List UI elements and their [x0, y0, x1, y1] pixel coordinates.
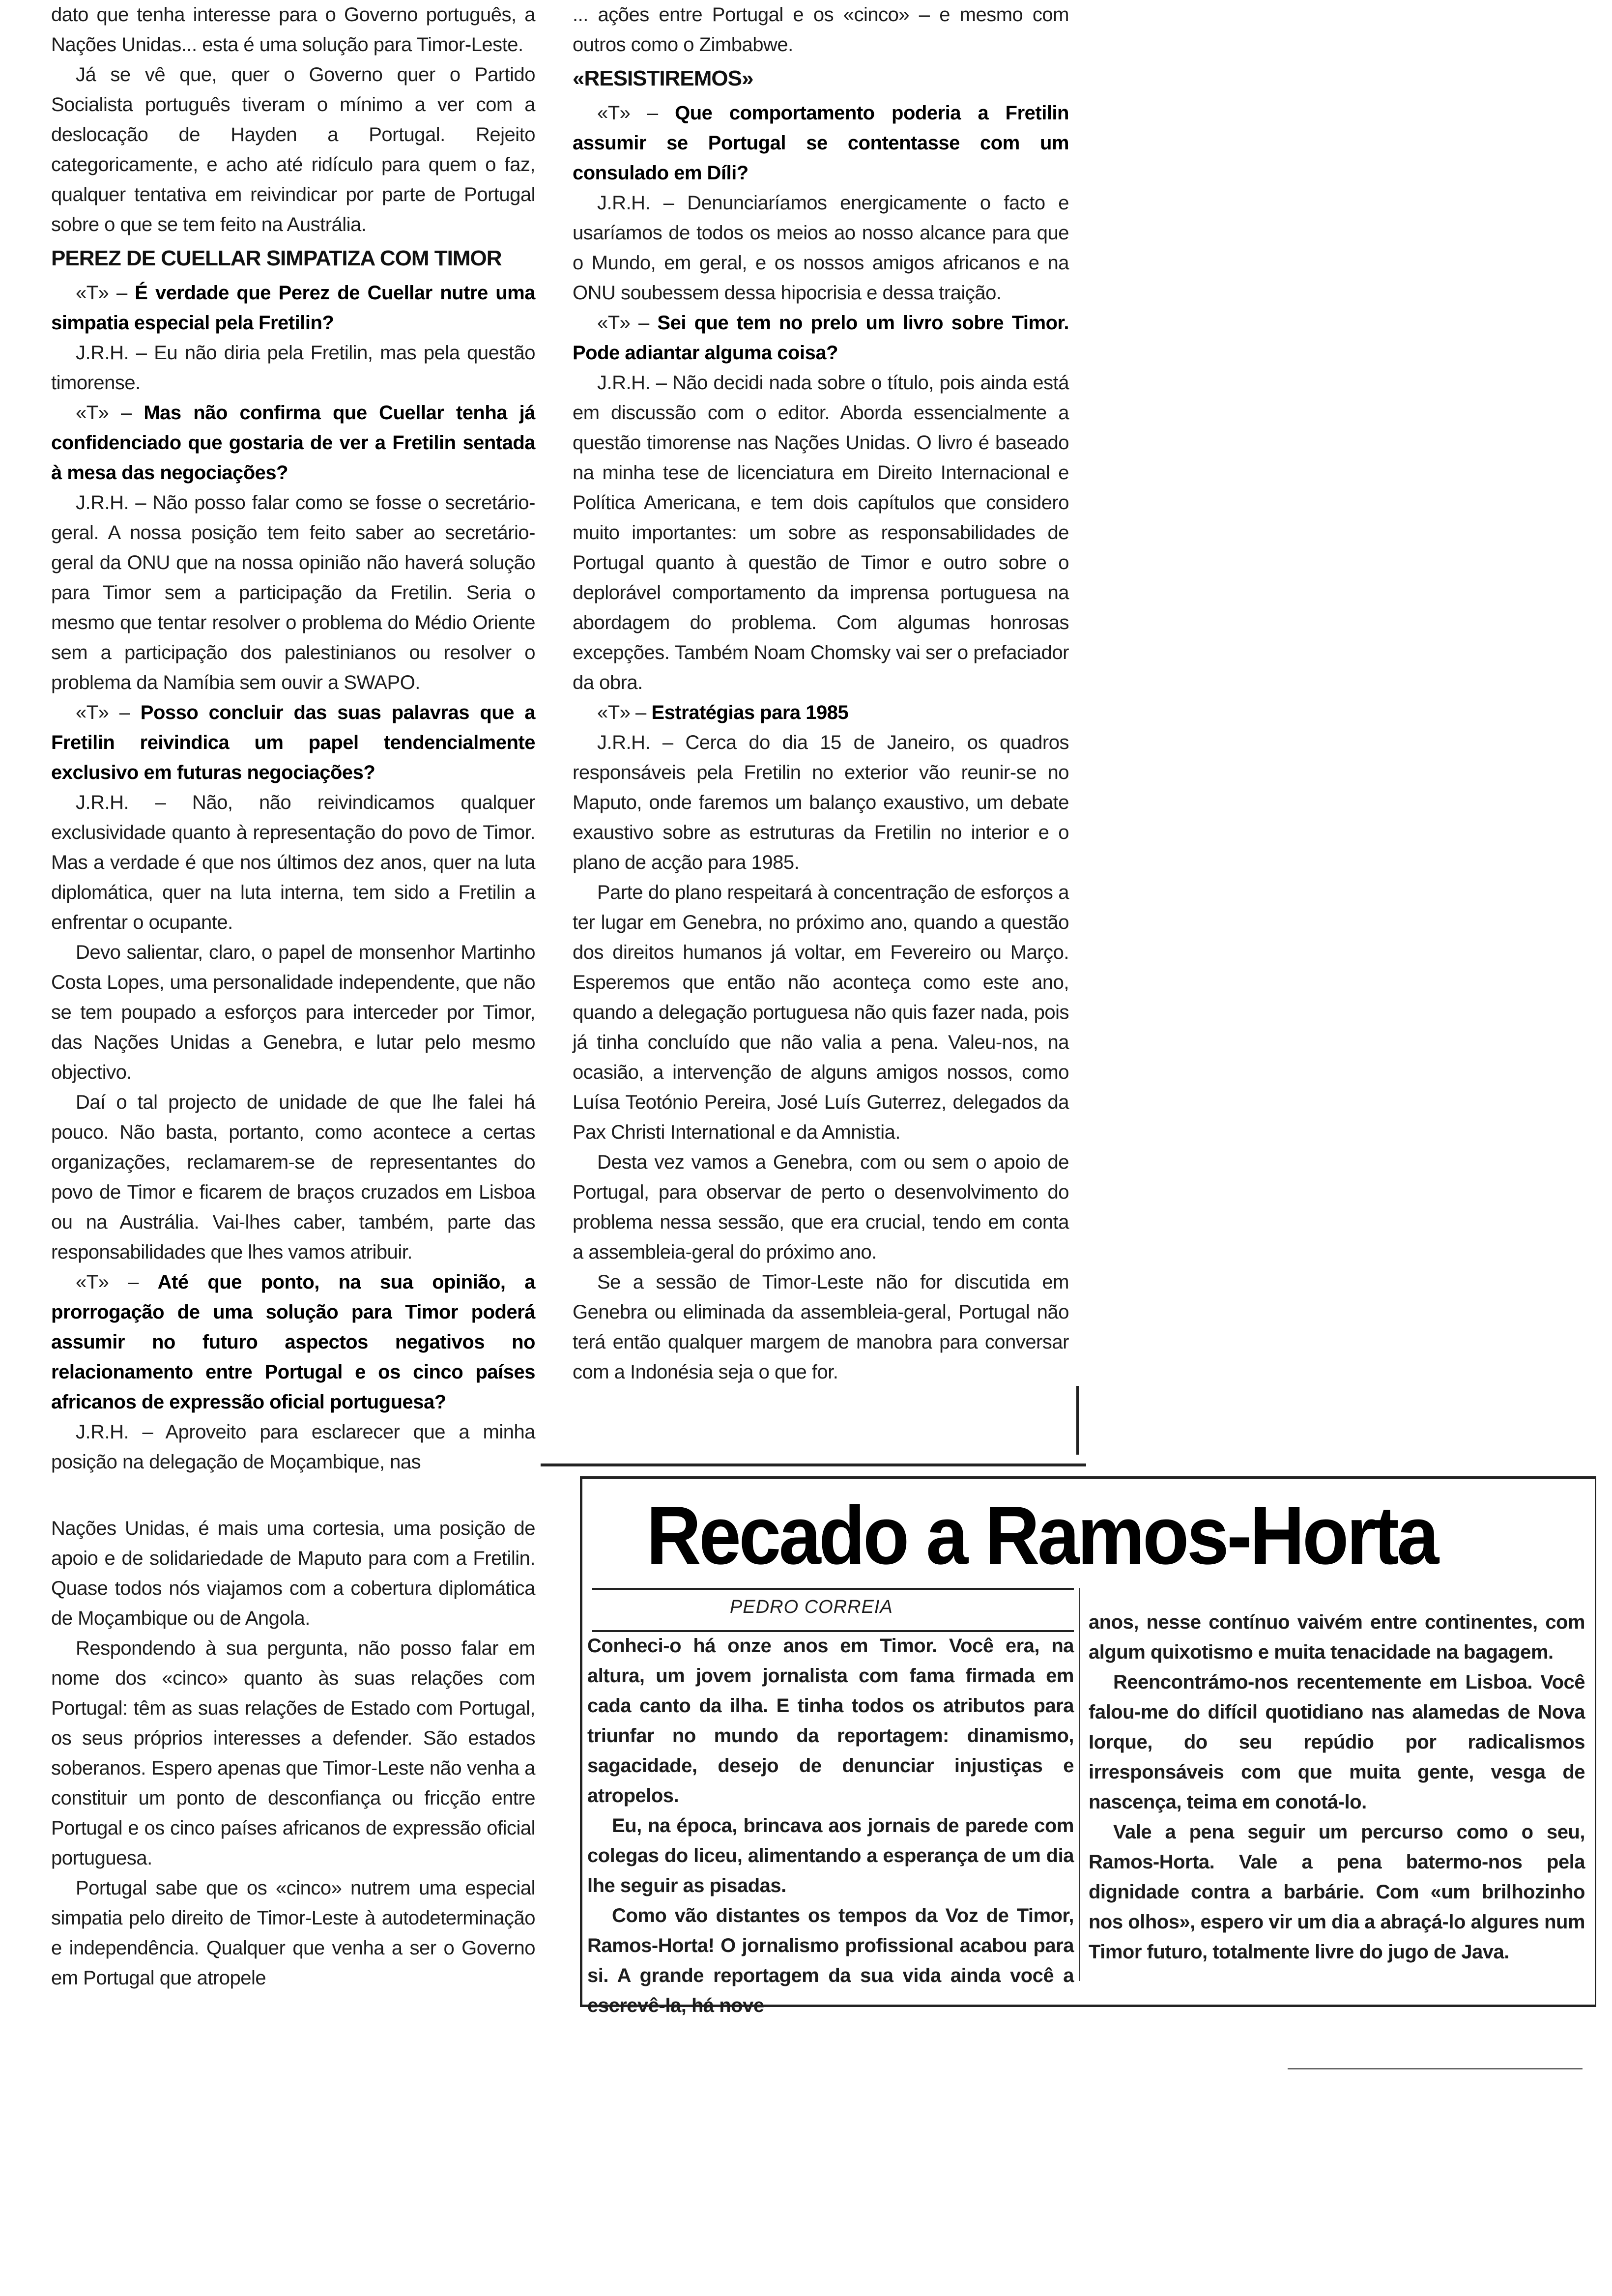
question-text: Estratégias para 1985	[651, 702, 849, 723]
paragraph: J.R.H. – Não decidi nada sobre o título, pois ainda está em discussão com o editor. Aborda essencialmente a questão timorense nas Nações Unidas. O livro é baseado na minha tese de licenciatura em Direito Internacional e Política Americana, e tem dois capítulos que considero muito importantes: um sobre as responsabilidades de Portugal quanto à questão de Timor e outro sobre o deplorável comportamento da imprensa portuguesa na abordagem do problema. Com algumas honrosas excepções. Também Noam Chomsky vai ser o prefaciador da obra.	[573, 372, 1069, 693]
paragraph: Devo salientar, claro, o papel de monsenhor Martinho Costa Lopes, uma personalidade independente, que não se tem poupado a esforços para interceder por Timor, das Nações Unidas a Genebra, e lutar pelo mesmo objectivo.	[51, 942, 535, 1083]
paragraph: Nações Unidas, é mais uma cortesia, uma posição de apoio e de solidariedade de Maputo para com a Fretilin. Quase todos nós viajamos com a cobertura diplomática de Moçambique ou de Angola.	[51, 1518, 535, 1629]
paragraph: J.R.H. – Não posso falar como se fosse o secretário-geral. A nossa posição tem feito saber ao secretário-geral da ONU que na nossa opinião não haverá solução para Timor sem a participação da Fretilin. Seria o mesmo que tentar resolver o problema do Médio Oriente sem a participação dos palestinianos ou resolver o problema da Namíbia sem ouvir a SWAPO.	[51, 492, 535, 693]
paragraph: Daí o tal projecto de unidade de que lhe falei há pouco. Não basta, portanto, como acontece a certas organizações, reclamarem-se de representantes do povo de Timor e ficarem de braços cruzados em Lisboa ou na Austrália. Vai-lhes caber, também, parte das responsabilidades que lhes vamos atribuir.	[51, 1091, 535, 1263]
interview-column-middle	[573, 0, 1069, 1387]
column-side-rule	[1076, 1386, 1079, 1455]
paragraph: Como vão distantes os tempos da Voz de Timor, Ramos-Horta! O jornalismo profissional acabou para si. A grande reportagem da sua vida ainda você a escrevê-la, há nove	[587, 1905, 1074, 2016]
byline-row	[592, 1588, 1074, 1632]
paragraph: Conheci-o há onze anos em Timor. Você era, na altura, um jovem jornalista com fama firmada em cada canto da ilha. E tinha todos os atributos para triunfar no mundo da reportagem: dinamismo, sagacidade, desejo de denunciar injustiças e atropelos.	[587, 1635, 1074, 1807]
paragraph: J.R.H. – Aproveito para esclarecer que a minha posição na delegação de Moçambique, nas	[51, 1421, 535, 1473]
question-text: Que comportamento poderia a Fretilin assumir se Portugal se contentasse com um consulado em Díli?	[573, 102, 1069, 184]
interview-question	[573, 308, 1069, 368]
paragraph: J.R.H. – Eu não diria pela Fretilin, mas pela questão timorense.	[51, 342, 535, 394]
paragraph: Vale a pena seguir um percurso como o seu, Ramos-Horta. Vale a pena batermo-nos pela dignidade contra a barbárie. Com «um brilhozinho nos olhos», espero vir um dia a abraçá-lo algures num Timor futuro, totalmente livre do jugo de Java.	[1089, 1821, 1585, 1963]
section-heading: «RESISTIREMOS»	[573, 66, 753, 90]
paragraph: J.R.H. – Cerca do dia 15 de Janeiro, os quadros responsáveis pela Fretilin no exterior vão reunir-se no Maputo, onde faremos um balanço exaustivo, um debate exaustivo sobre as estruturas da Fretilin no interior e o plano de acção para 1985.	[573, 732, 1069, 873]
question-lead: «T» –	[597, 312, 658, 334]
paragraph: Respondendo à sua pergunta, não posso falar em nome dos «cinco» quanto às suas relações com Portugal: têm as suas relações de Estado com Portugal, os seus próprios interesses a defender. São estados soberanos. Espero apenas que Timor-Leste não venha a constituir um ponto de desconfiança ou fricção entre Portugal e os cinco países africanos de expressão oficial portuguesa.	[51, 1637, 535, 1869]
question-lead: «T» –	[76, 282, 135, 304]
question-text: Mas não confirma que Cuellar tenha já confidenciado que gostaria de ver a Fretilin sentada à mesa das negociações?	[51, 402, 535, 484]
paragraph: Eu, na época, brincava aos jornais de parede com colegas do liceu, alimentando a esperança de um dia lhe seguir as pisadas.	[587, 1815, 1074, 1896]
paragraph: ... ações entre Portugal e os «cinco» – e mesmo com outros como o Zimbabwe.	[573, 4, 1069, 56]
question-lead: «T» –	[597, 102, 675, 124]
interview-question	[51, 698, 535, 788]
boxed-article-title: Recado a Ramos-Horta	[646, 1489, 1437, 1581]
paragraph: Parte do plano respeitará à concentração de esforços a ter lugar em Genebra, no próximo ano, quando a questão dos direitos humanos já voltar, em Fevereiro ou Março. Esperemos que então não aconteça como este ano, quando a delegação portuguesa não quis fazer nada, pois já tinha concluído que não valia a pena. Valeu-nos, na ocasião, a intervenção de alguns amigos nossos, como Luísa Teotónio Pereira, José Luís Guterrez, delegados da Pax Christi International e da Amnistia.	[573, 882, 1069, 1143]
paragraph: Já se vê que, quer o Governo quer o Partido Socialista português tiveram o mínimo a ver com a deslocação de Hayden a Portugal. Rejeito categoricamente, e acho até ridículo para quem o faz, qualquer tentativa em reivindicar por parte de Portugal sobre o que se tem feito na Austrália.	[51, 64, 535, 235]
boxed-article-column-1	[587, 1631, 1074, 2021]
paragraph: Se a sessão de Timor-Leste não for discutida em Genebra ou eliminada da assembleia-geral, Portugal não terá então qualquer margem de manobra para conversar com a Indonésia seja o que for.	[573, 1271, 1069, 1383]
question-text: Posso concluir das suas palavras que a Fretilin reivindica um papel tendencialmente exclusivo em futuras negociações?	[51, 702, 535, 783]
question-lead: «T» –	[76, 402, 144, 424]
boxed-article	[580, 1476, 1596, 2016]
bottom-rule	[1288, 2068, 1583, 2069]
interview-question	[573, 698, 1069, 728]
paragraph: J.R.H. – Denunciaríamos energicamente o facto e usaríamos de todos os meios ao nosso alcance para que o Mundo, em geral, e os nossos amigos africanos e na ONU soubessem dessa hipocrisia e dessa traição.	[573, 192, 1069, 304]
column-end-rule	[541, 1464, 1086, 1466]
paragraph: Reencontrámo-nos recentemente em Lisboa. Você falou-me do difícil quotidiano nas alamedas de Nova Iorque, do seu repúdio por radicalismos irresponsáveis com que muita gente, vesga de nascença, teima em conotá-lo.	[1089, 1671, 1585, 1813]
interview-column-left	[51, 0, 535, 1477]
interview-question	[573, 98, 1069, 188]
question-text: Até que ponto, na sua opinião, a prorrogação de uma solução para Timor poderá assumir no futuro aspectos negativos no relacionamento entre Portugal e os cinco países africanos de expressão oficial portuguesa?	[51, 1271, 535, 1413]
paragraph: J.R.H. – Não, não reivindicamos qualquer exclusividade quanto à representação do povo de Timor. Mas a verdade é que nos últimos dez anos, quer na luta diplomática, quer na luta interna, tem sido a Fretilin a enfrentar o ocupante.	[51, 792, 535, 933]
question-lead: «T» –	[76, 1271, 158, 1293]
question-text: Sei que tem no prelo um livro sobre Timor. Pode adiantar alguma coisa?	[573, 312, 1069, 364]
interview-question	[51, 398, 535, 488]
paragraph: Portugal sabe que os «cinco» nutrem uma especial simpatia pelo direito de Timor-Leste à autodeterminação e independência. Qualquer que venha a ser o Governo em Portugal que atropele	[51, 1877, 535, 1989]
paragraph: Desta vez vamos a Genebra, com ou sem o apoio de Portugal, para observar de perto o desenvolvimento do problema nessa sessão, que era crucial, tendo em conta a assembleia-geral do próximo ano.	[573, 1151, 1069, 1263]
question-lead: «T» –	[76, 702, 141, 723]
section-heading: PEREZ DE CUELLAR SIMPATIZA COM TIMOR	[51, 246, 502, 270]
boxed-article-column-2	[1089, 1607, 1585, 1967]
column-divider	[1079, 1588, 1080, 1981]
interview-question	[51, 278, 535, 338]
interview-column-bottom-left	[51, 1514, 535, 1993]
byline: PEDRO CORREIA	[730, 1597, 893, 1617]
paragraph: dato que tenha interesse para o Governo português, a Nações Unidas... esta é uma solução para Timor-Leste.	[51, 4, 535, 56]
interview-question	[51, 1267, 535, 1417]
question-text: É verdade que Perez de Cuellar nutre uma simpatia especial pela Fretilin?	[51, 282, 535, 334]
paragraph: anos, nesse contínuo vaivém entre continentes, com algum quixotismo e muita tenacidade na bagagem.	[1089, 1611, 1585, 1663]
question-lead: «T» –	[597, 702, 652, 723]
